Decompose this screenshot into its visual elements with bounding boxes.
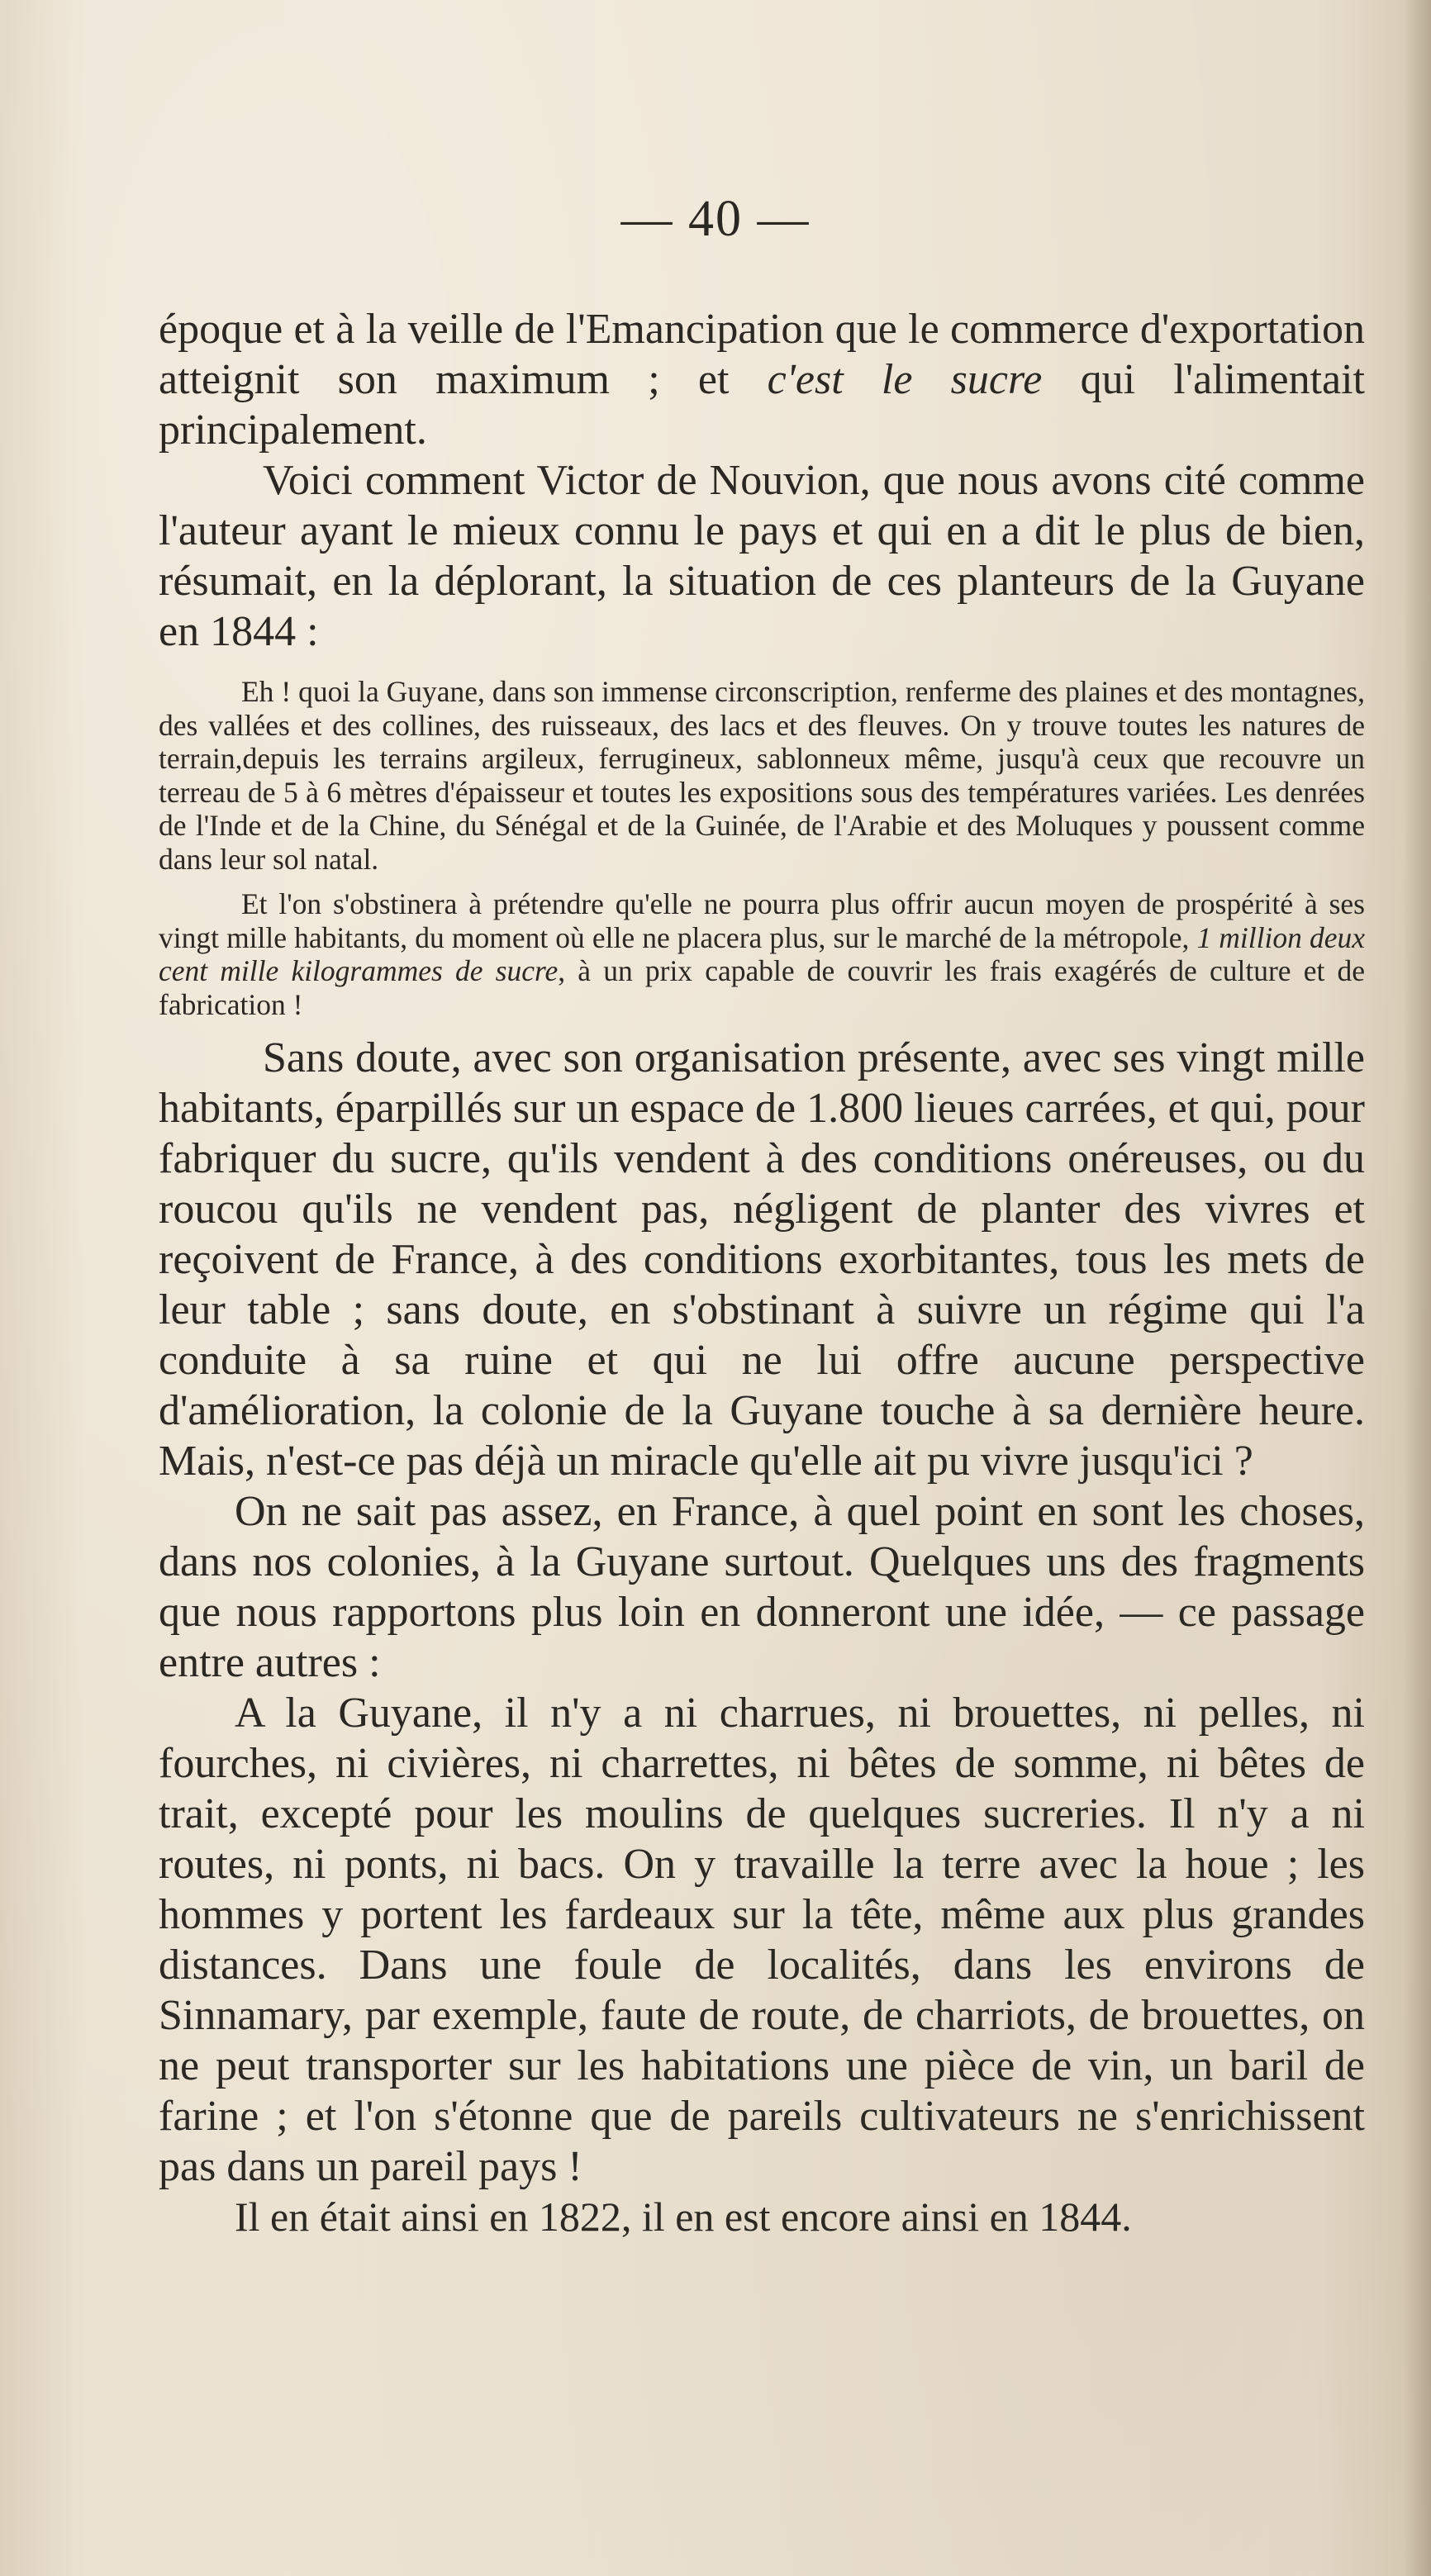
paragraph-1-text-a: époque et à la veille de l'Emancipation que le commerce d'exportation atteignit son maximum ; et <box>159 306 1365 403</box>
quotation-2-text-a: Et l'on s'obstinera à prétendre qu'elle ne pourra plus offrir aucun moyen de prospérité à ses vingt mille habitants, du moment où elle ne placera plus, sur le marché de la métropole, <box>159 887 1365 954</box>
quotation-1: Eh ! quoi la Guyane, dans son immense circonscription, renferme des plaines et des montagnes, des vallées et des collines, des ruisseaux, des lacs et des fleuves. On y trouve toutes les natures de terrain,depuis les terrains argileux, ferrugineux, sablonneux même, jusqu'à ceux que recouvre un terreau de 5 à 6 mètres d'épaisseur et toutes les expositions sous des températures variées. Les denrées de l'Inde et de la Chine, du Sénégal et de la Guinée, de l'Arabie et des Moluques y poussent comme dans leur sol natal. <box>159 675 1365 876</box>
paragraph-6: Il en était ainsi en 1822, il en est encore ainsi en 1844. <box>235 2193 1132 2240</box>
paragraph-1-text-b: qui l'alimentait principalement. <box>159 356 1366 454</box>
page-number: — 40 — <box>620 191 811 247</box>
quotation-2-italic: 1 million deux cent mille kilogrammes de sucre <box>159 920 1365 987</box>
page-edge-shadow <box>1403 0 1431 2576</box>
paragraph-2: Voici comment Victor de Nouvion, que nous avons cité comme l'auteur ayant le mieux connu le pays et qui en a dit le plus de bien, résumait, en la déplorant, la situation de ces planteurs de la Guyane en 1844 : <box>159 457 1365 655</box>
quotation-2 <box>159 887 1365 1021</box>
quotation-2-text-b: , à un prix capable de couvrir les frais exagérés de culture et de fabrication ! <box>159 954 1365 1021</box>
paragraph-4: On ne sait pas assez, en France, à quel point en sont les choses, dans nos colonies, à la Guyane surtout. Quelques uns des fragments que nous rapportons plus loin en donneront une idée, — ce passage entre autres : <box>159 1488 1365 1686</box>
paragraph-5: A la Guyane, il n'y a ni charrues, ni brouettes, ni pelles, ni fourches, ni civières, ni charrettes, ni bêtes de somme, ni bêtes de trait, excepté pour les moulins de quelques sucreries. Il n'y a ni routes, ni ponts, ni bacs. On y travaille la terre avec la houe ; les hommes y portent les fardeaux sur la tête, même aux plus grandes distances. Dans une foule de localités, dans les environs de Sinnamary, par exemple, faute de route, de charriots, de brouettes, on ne peut transporter sur les habitations une pièce de vin, un baril de farine ; et l'on s'étonne que de pareils cultivateurs ne s'enrichissent pas dans un pareil pays ! <box>159 1690 1365 2190</box>
page-body <box>159 304 1365 2241</box>
paragraph-1 <box>159 304 1365 455</box>
paragraph-1-italic: c'est le sucre <box>767 356 1043 403</box>
paragraph-3: Sans doute, avec son organisation présente, avec ses vingt mille habitants, éparpillés sur un espace de 1.800 lieues carrées, et qui, pour fabriquer du sucre, qu'ils vendent à des conditions onéreuses, ou du roucou qu'ils ne vendent pas, négligent de planter des vivres et reçoivent de France, à des conditions exorbitantes, tous les mets de leur table ; sans doute, en s'obstinant à suivre un régime qui l'a conduite à sa ruine et qui ne lui offre aucune perspective d'amélioration, la colonie de la Guyane touche à sa dernière heure. Mais, n'est-ce pas déjà un miracle qu'elle ait pu vivre jusqu'ici ? <box>159 1034 1365 1485</box>
